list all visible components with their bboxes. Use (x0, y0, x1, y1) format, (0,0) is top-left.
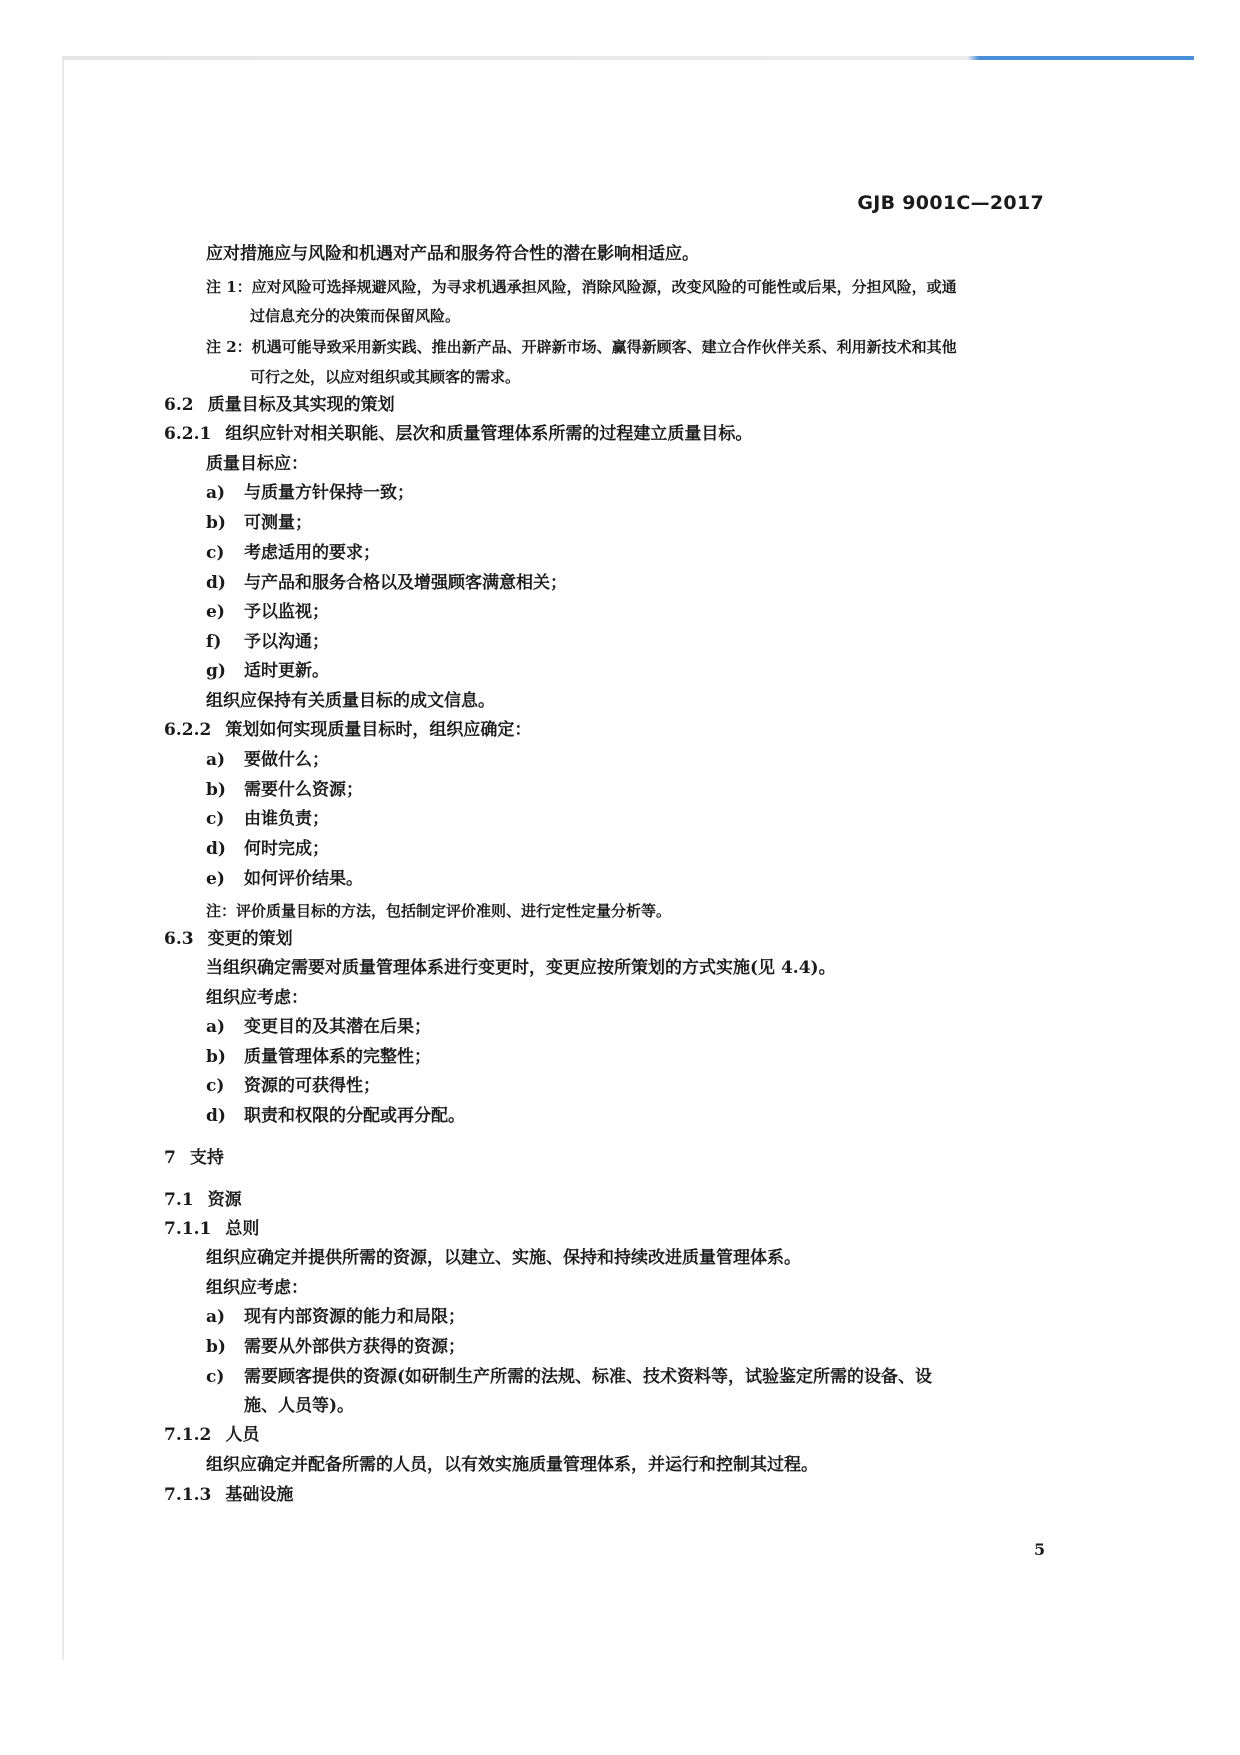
list-item: b) 质量管理体系的完整性； (206, 1047, 431, 1067)
list-item: a) 变更目的及其潜在后果； (206, 1017, 431, 1037)
list-item: a) 要做什么； (206, 750, 329, 770)
list-item: c) 资源的可获得性； (206, 1076, 380, 1096)
body-line: 组织应确定并提供所需的资源，以建立、实施、保持和持续改进质量管理体系。 (206, 1248, 801, 1268)
list-item: e) 如何评价结果。 (206, 869, 363, 889)
list-item: f) 予以沟通； (206, 632, 329, 652)
body-line: 组织应考虑： (206, 1278, 308, 1298)
body-line: 当组织确定需要对质量管理体系进行变更时，变更应按所策划的方式实施(见 4.4)。 (206, 958, 836, 978)
list-item: c) 考虑适用的要求； (206, 543, 380, 563)
body-line: 应对措施应与风险和机遇对产品和服务符合性的潜在影响相适应。 (206, 244, 699, 264)
page-number: 5 (1034, 1540, 1046, 1559)
section-heading: 6.2 质量目标及其实现的策划 (164, 395, 395, 415)
note-line: 可行之处，以应对组织或其顾客的需求。 (250, 368, 521, 386)
standard-number: GJB 9001C—2017 (857, 192, 1044, 214)
section-heading: 7.1 资源 (164, 1190, 242, 1210)
list-item: b) 可测量； (206, 513, 312, 533)
note-line: 过信息充分的决策而保留风险。 (250, 307, 461, 325)
list-item: d) 职责和权限的分配或再分配。 (206, 1106, 465, 1126)
body-line: 组织应确定并配备所需的人员，以有效实施质量管理体系，并运行和控制其过程。 (206, 1455, 818, 1475)
clause-heading: 7.1.1 总则 (164, 1219, 260, 1239)
clause-heading: 7.1.2 人员 (164, 1425, 260, 1445)
list-item-continuation: 施、人员等)。 (244, 1396, 355, 1416)
list-item: a) 与质量方针保持一致； (206, 483, 414, 503)
body-line: 质量目标应： (206, 454, 308, 474)
body-line: 组织应考虑： (206, 988, 308, 1008)
note-line: 注 2：机遇可能导致采用新实践、推出新产品、开辟新市场、赢得新顾客、建立合作伙伴关系、利用新技术和其他 (206, 338, 957, 356)
clause-heading: 7.1.3 基础设施 (164, 1485, 294, 1505)
clause-line: 6.2.1 组织应针对相关职能、层次和质量管理体系所需的过程建立质量目标。 (164, 424, 753, 444)
list-item: b) 需要从外部供方获得的资源； (206, 1337, 465, 1357)
body-line: 组织应保持有关质量目标的成文信息。 (206, 691, 495, 711)
list-item: c) 由谁负责； (206, 809, 329, 829)
list-item: c) 需要顾客提供的资源(如研制生产所需的法规、标准、技术资料等，试验鉴定所需的设备、设 (206, 1367, 933, 1387)
list-item: e) 予以监视； (206, 602, 329, 622)
list-item: d) 何时完成； (206, 839, 329, 859)
note-line: 注：评价质量目标的方法，包括制定评价准则、进行定性定量分析等。 (206, 902, 672, 920)
list-item: a) 现有内部资源的能力和局限； (206, 1307, 465, 1327)
section-heading: 6.3 变更的策划 (164, 929, 293, 949)
chapter-heading: 7 支持 (164, 1148, 224, 1168)
clause-line: 6.2.2 策划如何实现质量目标时，组织应确定： (164, 720, 532, 740)
list-item: g) 适时更新。 (206, 661, 329, 681)
list-item: b) 需要什么资源； (206, 780, 363, 800)
note-line: 注 1：应对风险可选择规避风险，为寻求机遇承担风险，消除风险源，改变风险的可能性或后果，分担风险，或通 (206, 278, 957, 296)
list-item: d) 与产品和服务合格以及增强顾客满意相关； (206, 573, 567, 593)
